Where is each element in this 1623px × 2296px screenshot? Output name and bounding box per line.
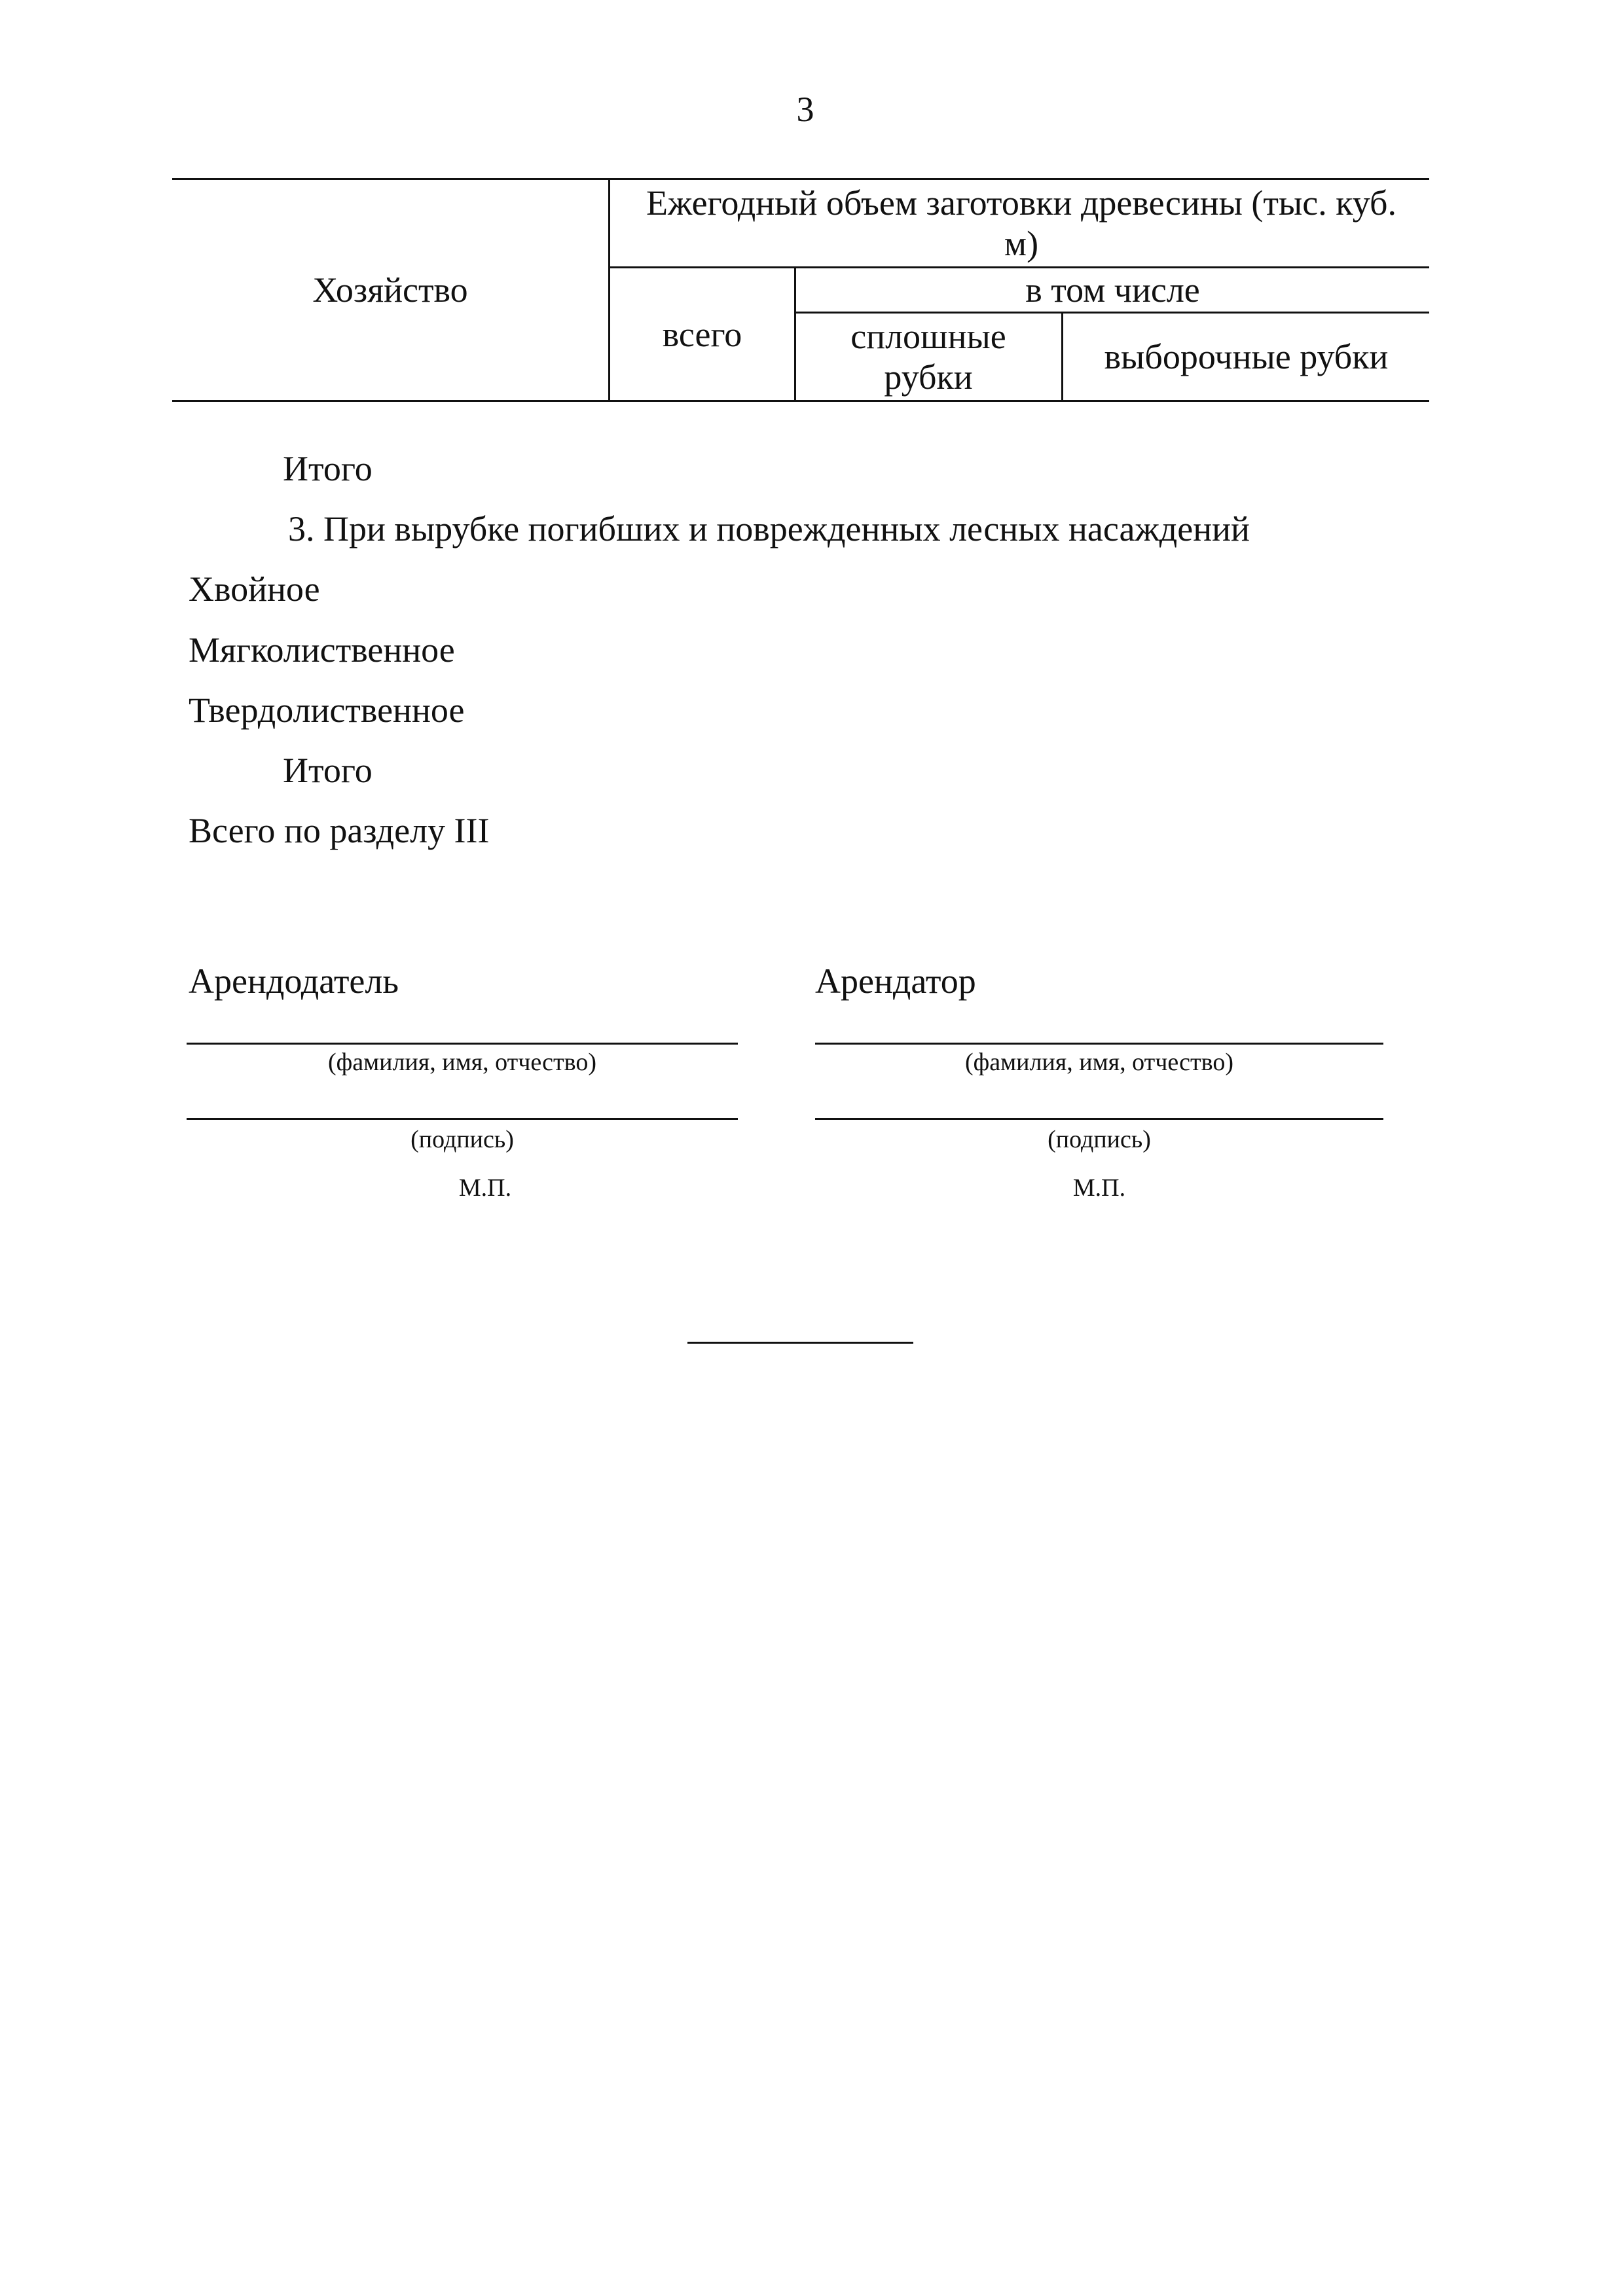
lessor-name-caption: (фамилия, имя, отчество)	[327, 1049, 596, 1076]
header-annual-volume: Ежегодный объем заготовки древесины (тыс. куб. м)	[646, 183, 1396, 263]
table-bottom-rule	[172, 400, 1429, 402]
row-hard-leaved: Твердолиственное	[189, 691, 465, 730]
lessor-role: Арендодатель	[189, 961, 399, 1001]
header-clear-cut: сплошные рубки	[850, 317, 1006, 397]
lessee-signature-caption: (подпись)	[1048, 1126, 1151, 1153]
lessor-stamp: М.П.	[458, 1174, 512, 1202]
header-including: в том числе	[1025, 270, 1200, 310]
lessee-name-line	[815, 1043, 1383, 1045]
header-selective-cut: выборочные рубки	[1104, 337, 1389, 376]
header-total: всего	[662, 314, 742, 354]
lessor-signature-line	[187, 1118, 738, 1120]
section-heading: 3. При вырубке погибших и поврежденных лесных насаждений	[288, 509, 1250, 548]
row-soft-leaved: Мягколиственное	[189, 630, 455, 670]
lessor-signature-caption: (подпись)	[410, 1126, 514, 1153]
lessee-role: Арендатор	[815, 961, 976, 1001]
header-farm: Хозяйство	[312, 270, 468, 310]
itogo-label: Итого	[283, 449, 373, 488]
section-total: Всего по разделу III	[189, 811, 490, 850]
row-coniferous: Хвойное	[189, 569, 320, 609]
lessor-name-line	[187, 1043, 738, 1045]
lessee-stamp: М.П.	[1072, 1174, 1126, 1202]
page-number: 3	[796, 90, 814, 129]
itogo-label-2: Итого	[283, 751, 373, 790]
end-of-document-rule	[687, 1342, 913, 1344]
lessee-signature-line	[815, 1118, 1383, 1120]
lessee-name-caption: (фамилия, имя, отчество)	[964, 1049, 1233, 1076]
